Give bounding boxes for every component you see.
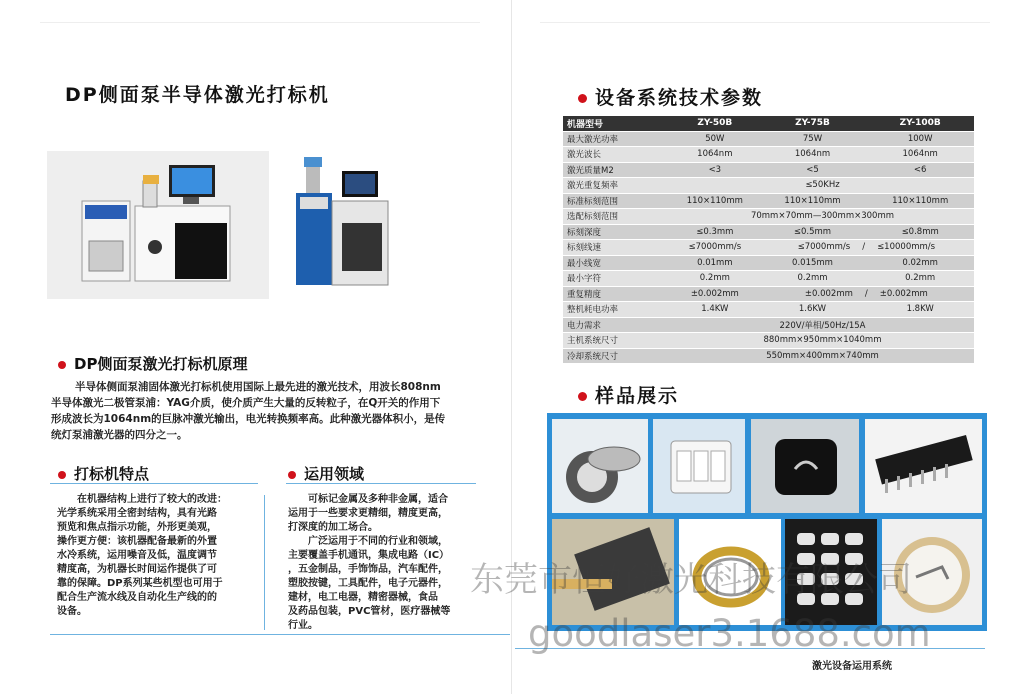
top-rule-right xyxy=(540,22,990,23)
spec-cell: 1.6KW xyxy=(759,302,867,318)
spec-row xyxy=(563,193,974,209)
spec-cell: 0.2mm xyxy=(866,271,974,287)
spec-label: 激光质量M2 xyxy=(563,162,671,178)
spec-cell-group xyxy=(759,240,974,256)
spec-label: 最大激光功率 xyxy=(563,131,671,147)
spec-cell: 100W xyxy=(866,131,974,147)
spec-cell: 50W xyxy=(671,131,759,147)
sample-ic-chip xyxy=(865,419,982,513)
spec-cell: 0.015mm xyxy=(759,255,867,271)
spec-row xyxy=(563,209,974,225)
spec-row xyxy=(563,178,974,194)
applications-rule xyxy=(286,483,476,484)
spec-header-cell: 机器型号 xyxy=(563,116,671,131)
spec-row xyxy=(563,147,974,163)
spec-cell: / xyxy=(862,242,866,253)
spec-row xyxy=(563,317,974,333)
features-heading: 打标机特点 xyxy=(58,463,149,484)
url-watermark: goodlaser3.1688.com xyxy=(528,612,931,655)
machine-photo-2 xyxy=(292,153,394,293)
spec-cell: ≤10000mm/s xyxy=(877,242,936,253)
spec-header-cell: ZY-75B xyxy=(759,116,867,131)
spec-label: 重复精度 xyxy=(563,286,671,302)
spec-row xyxy=(563,240,974,256)
spec-label: 电力需求 xyxy=(563,317,671,333)
spec-cell: 1.4KW xyxy=(671,302,759,318)
spec-cell: ±0.002mm xyxy=(879,288,928,299)
spec-row xyxy=(563,286,974,302)
bullet-dot-icon xyxy=(58,471,66,479)
sample-switch-panel xyxy=(653,419,745,513)
sample-button-key xyxy=(751,419,859,513)
spec-label: 主机系统尺寸 xyxy=(563,333,671,349)
spec-cell: <3 xyxy=(671,162,759,178)
spec-row xyxy=(563,224,974,240)
features-rule xyxy=(50,483,258,484)
top-rule-left xyxy=(40,22,480,23)
spec-label: 冷却系统尺寸 xyxy=(563,348,671,364)
machine-photo-1 xyxy=(47,151,269,299)
spec-cell: 1064nm xyxy=(671,147,759,163)
spec-cell: ±0.002mm xyxy=(804,288,853,299)
spec-cell: ≤0.3mm xyxy=(671,224,759,240)
bottom-rule-left xyxy=(50,634,510,635)
spec-label: 激光波长 xyxy=(563,147,671,163)
spec-cell: <5 xyxy=(759,162,867,178)
spec-cell: 110×110mm xyxy=(866,193,974,209)
bullet-dot-icon xyxy=(578,392,587,401)
spec-cell: 880mm×950mm×1040mm xyxy=(671,333,974,349)
spec-cell: 110×110mm xyxy=(671,193,759,209)
spec-cell: ≤0.8mm xyxy=(866,224,974,240)
bullet-dot-icon xyxy=(578,94,587,103)
spec-label: 激光重复频率 xyxy=(563,178,671,194)
spec-cell: ≤50KHz xyxy=(671,178,974,194)
spec-row xyxy=(563,348,974,364)
page-title: DP侧面泵半导体激光打标机 xyxy=(65,84,330,106)
spec-row xyxy=(563,302,974,318)
spec-header-cell: ZY-100B xyxy=(866,116,974,131)
spec-label: 标准标刻范围 xyxy=(563,193,671,209)
spec-cell: ≤0.5mm xyxy=(759,224,867,240)
spec-table-wrap xyxy=(563,116,974,364)
spec-cell: 0.01mm xyxy=(671,255,759,271)
spec-row xyxy=(563,333,974,349)
spec-cell: ±0.002mm xyxy=(671,286,759,302)
applications-heading: 运用领域 xyxy=(288,463,364,484)
spec-table-header xyxy=(563,116,974,131)
spec-row xyxy=(563,271,974,287)
spec-label: 整机耗电功率 xyxy=(563,302,671,318)
spec-cell: 1.8KW xyxy=(866,302,974,318)
spec-cell: 1064nm xyxy=(866,147,974,163)
company-watermark: 东莞市恒好激光科技有限公司 xyxy=(470,560,912,600)
spec-title: 设备系统技术参数 xyxy=(578,83,763,110)
spec-cell: <6 xyxy=(866,162,974,178)
spec-table xyxy=(563,116,974,364)
spec-cell: 110×110mm xyxy=(759,193,867,209)
features-body: 在机器结构上进行了较大的改进： 光学系统采用全密封结构，具有光路 预览和焦点指示功能，外形更美观， 操作更方便：该机器配备最新的外置 水冷系统，运用噪音及低，温度调节 精度高，为机器长时间运作提供了可 靠的保障。DP系列某些机型也可用于 配合生产流水线及自动化生产线的的 设备。 xyxy=(57,494,227,617)
spec-cell: 220V/单相/50Hz/15A xyxy=(671,317,974,333)
spec-row xyxy=(563,131,974,147)
spec-cell: 75W xyxy=(759,131,867,147)
samples-title: 样品展示 xyxy=(578,381,679,408)
bullet-dot-icon xyxy=(58,361,66,369)
spec-label: 最小字符 xyxy=(563,271,671,287)
spec-label: 最小线宽 xyxy=(563,255,671,271)
sample-bearing xyxy=(552,419,648,513)
footer-caption: 激光设备运用系统 xyxy=(812,661,892,672)
principle-body: 半导体侧面泵浦固体激光打标机使用国际上最先进的激光技术，用波长808nm 半导体激光二极管泵浦：YAG介质，使介质产生大量的反转粒子，在Q开关的作用下 形成波长为1064nm的巨脉冲激光输出，电光转换频率高。此种激光器体积小，是传 统灯泵浦激光器的四分之一。 xyxy=(51,381,446,441)
spec-cell-group xyxy=(759,286,974,302)
spec-cell: ≤7000mm/s xyxy=(671,240,759,256)
spec-cell: ≤7000mm/s xyxy=(797,242,851,253)
column-divider xyxy=(264,495,265,630)
spec-cell: 70mm×70mm—300mm×300mm xyxy=(671,209,974,225)
spec-label: 标刻线速 xyxy=(563,240,671,256)
spec-cell: 550mm×400mm×740mm xyxy=(671,348,974,364)
spec-header-cell: ZY-50B xyxy=(671,116,759,131)
spec-label: 选配标刻范围 xyxy=(563,209,671,225)
bullet-dot-icon xyxy=(288,471,296,479)
spec-cell: 0.2mm xyxy=(759,271,867,287)
spec-cell: / xyxy=(864,288,868,299)
spec-row xyxy=(563,162,974,178)
spec-label: 标刻深度 xyxy=(563,224,671,240)
spec-cell: 0.02mm xyxy=(866,255,974,271)
principle-heading: DP侧面泵激光打标机原理 xyxy=(58,353,247,374)
spec-row xyxy=(563,255,974,271)
applications-body: 可标记金属及多种非金属，适合 运用于一些要求更精细，精度更高， 打深度的加工场合。 广泛运用于不同的行业和领域， 主要覆盖手机通讯，集成电路（IC） ，五金制品，手饰饰品，汽车配件， 塑胶按键，工具配件，电子元器件， 建材，电工电器，精密器械，食品 及药品包装，PVC管材，医疗器械等 行业。 xyxy=(288,494,451,631)
spec-cell: 0.2mm xyxy=(671,271,759,287)
spec-cell: 1064nm xyxy=(759,147,867,163)
